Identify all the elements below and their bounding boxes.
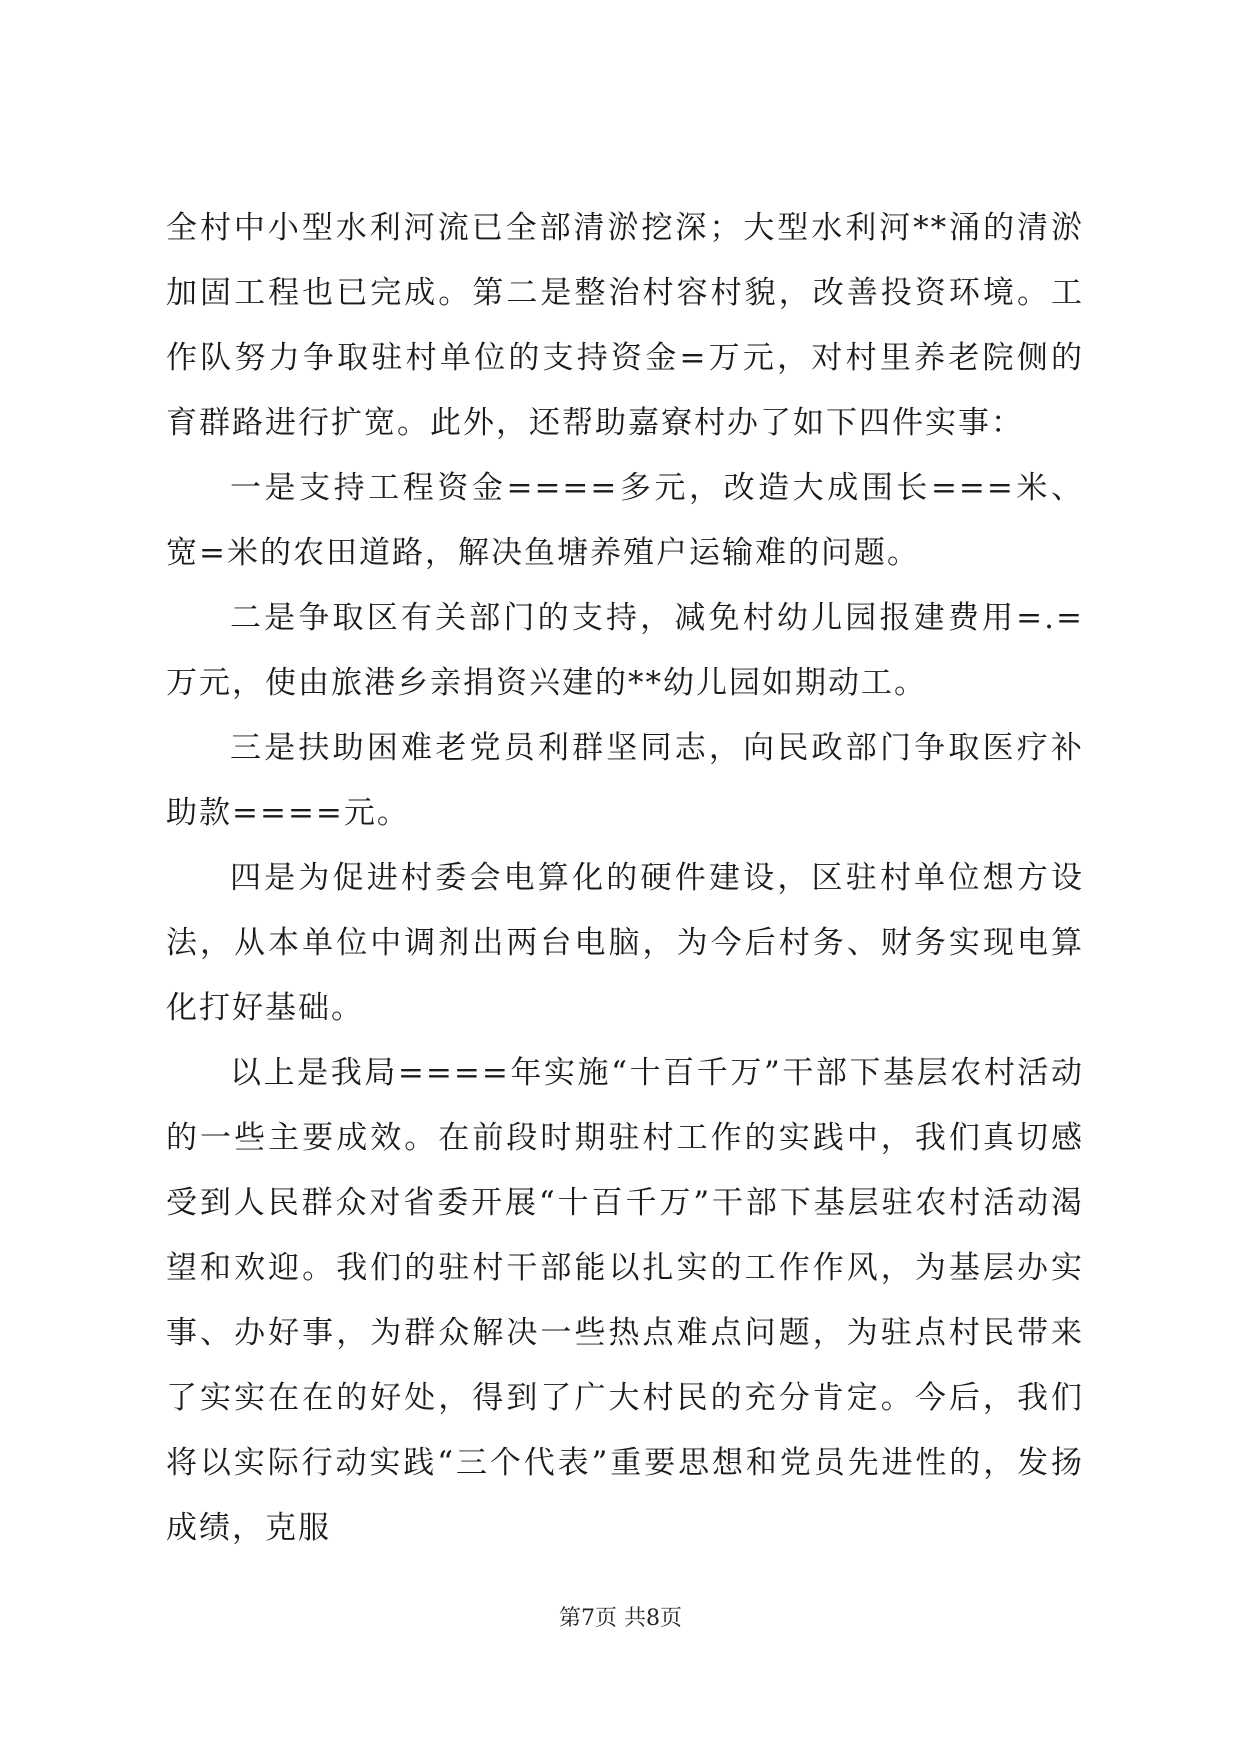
paragraph-item-1: 一是支持工程资金====多元，改造大成围长===米、宽=米的农田道路，解决鱼塘养殖户运输难的问题。 xyxy=(166,470,1084,571)
document-body xyxy=(166,196,1084,1561)
paragraph-continuation: 全村中小型水利河流已全部清淤挖深；大型水利河**涌的清淤加固工程也已完成。第二是整治村容村貌，改善投资环境。工作队努力争取驻村单位的支持资金=万元，对村里养老院侧的育群路进行扩宽。此外，还帮助嘉寮村办了如下四件实事： xyxy=(166,210,1084,441)
paragraph-summary: 以上是我局====年实施“十百千万”干部下基层农村活动的一些主要成效。在前段时期驻村工作的实践中，我们真切感受到人民群众对省委开展“十百千万”干部下基层驻农村活动渴望和欢迎。我们的驻村干部能以扎实的工作作风，为基层办实事、办好事，为群众解决一些热点难点问题，为驻点村民带来了实实在在的好处，得到了广大村民的充分肯定。今后，我们将以实际行动实践“三个代表”重要思想和党员先进性的，发扬成绩，克服 xyxy=(166,1055,1084,1546)
paragraph-item-4: 四是为促进村委会电算化的硬件建设，区驻村单位想方设法，从本单位中调剂出两台电脑，为今后村务、财务实现电算化打好基础。 xyxy=(166,860,1084,1026)
page-number-label: 第7页 共8页 xyxy=(559,1606,682,1631)
paragraph-item-3: 三是扶助困难老党员利群坚同志，向民政部门争取医疗补助款====元。 xyxy=(166,730,1084,831)
page-footer xyxy=(0,1604,1241,1634)
paragraph-item-2: 二是争取区有关部门的支持，减免村幼儿园报建费用=.=万元，使由旅港乡亲捐资兴建的**幼儿园如期动工。 xyxy=(166,600,1084,701)
